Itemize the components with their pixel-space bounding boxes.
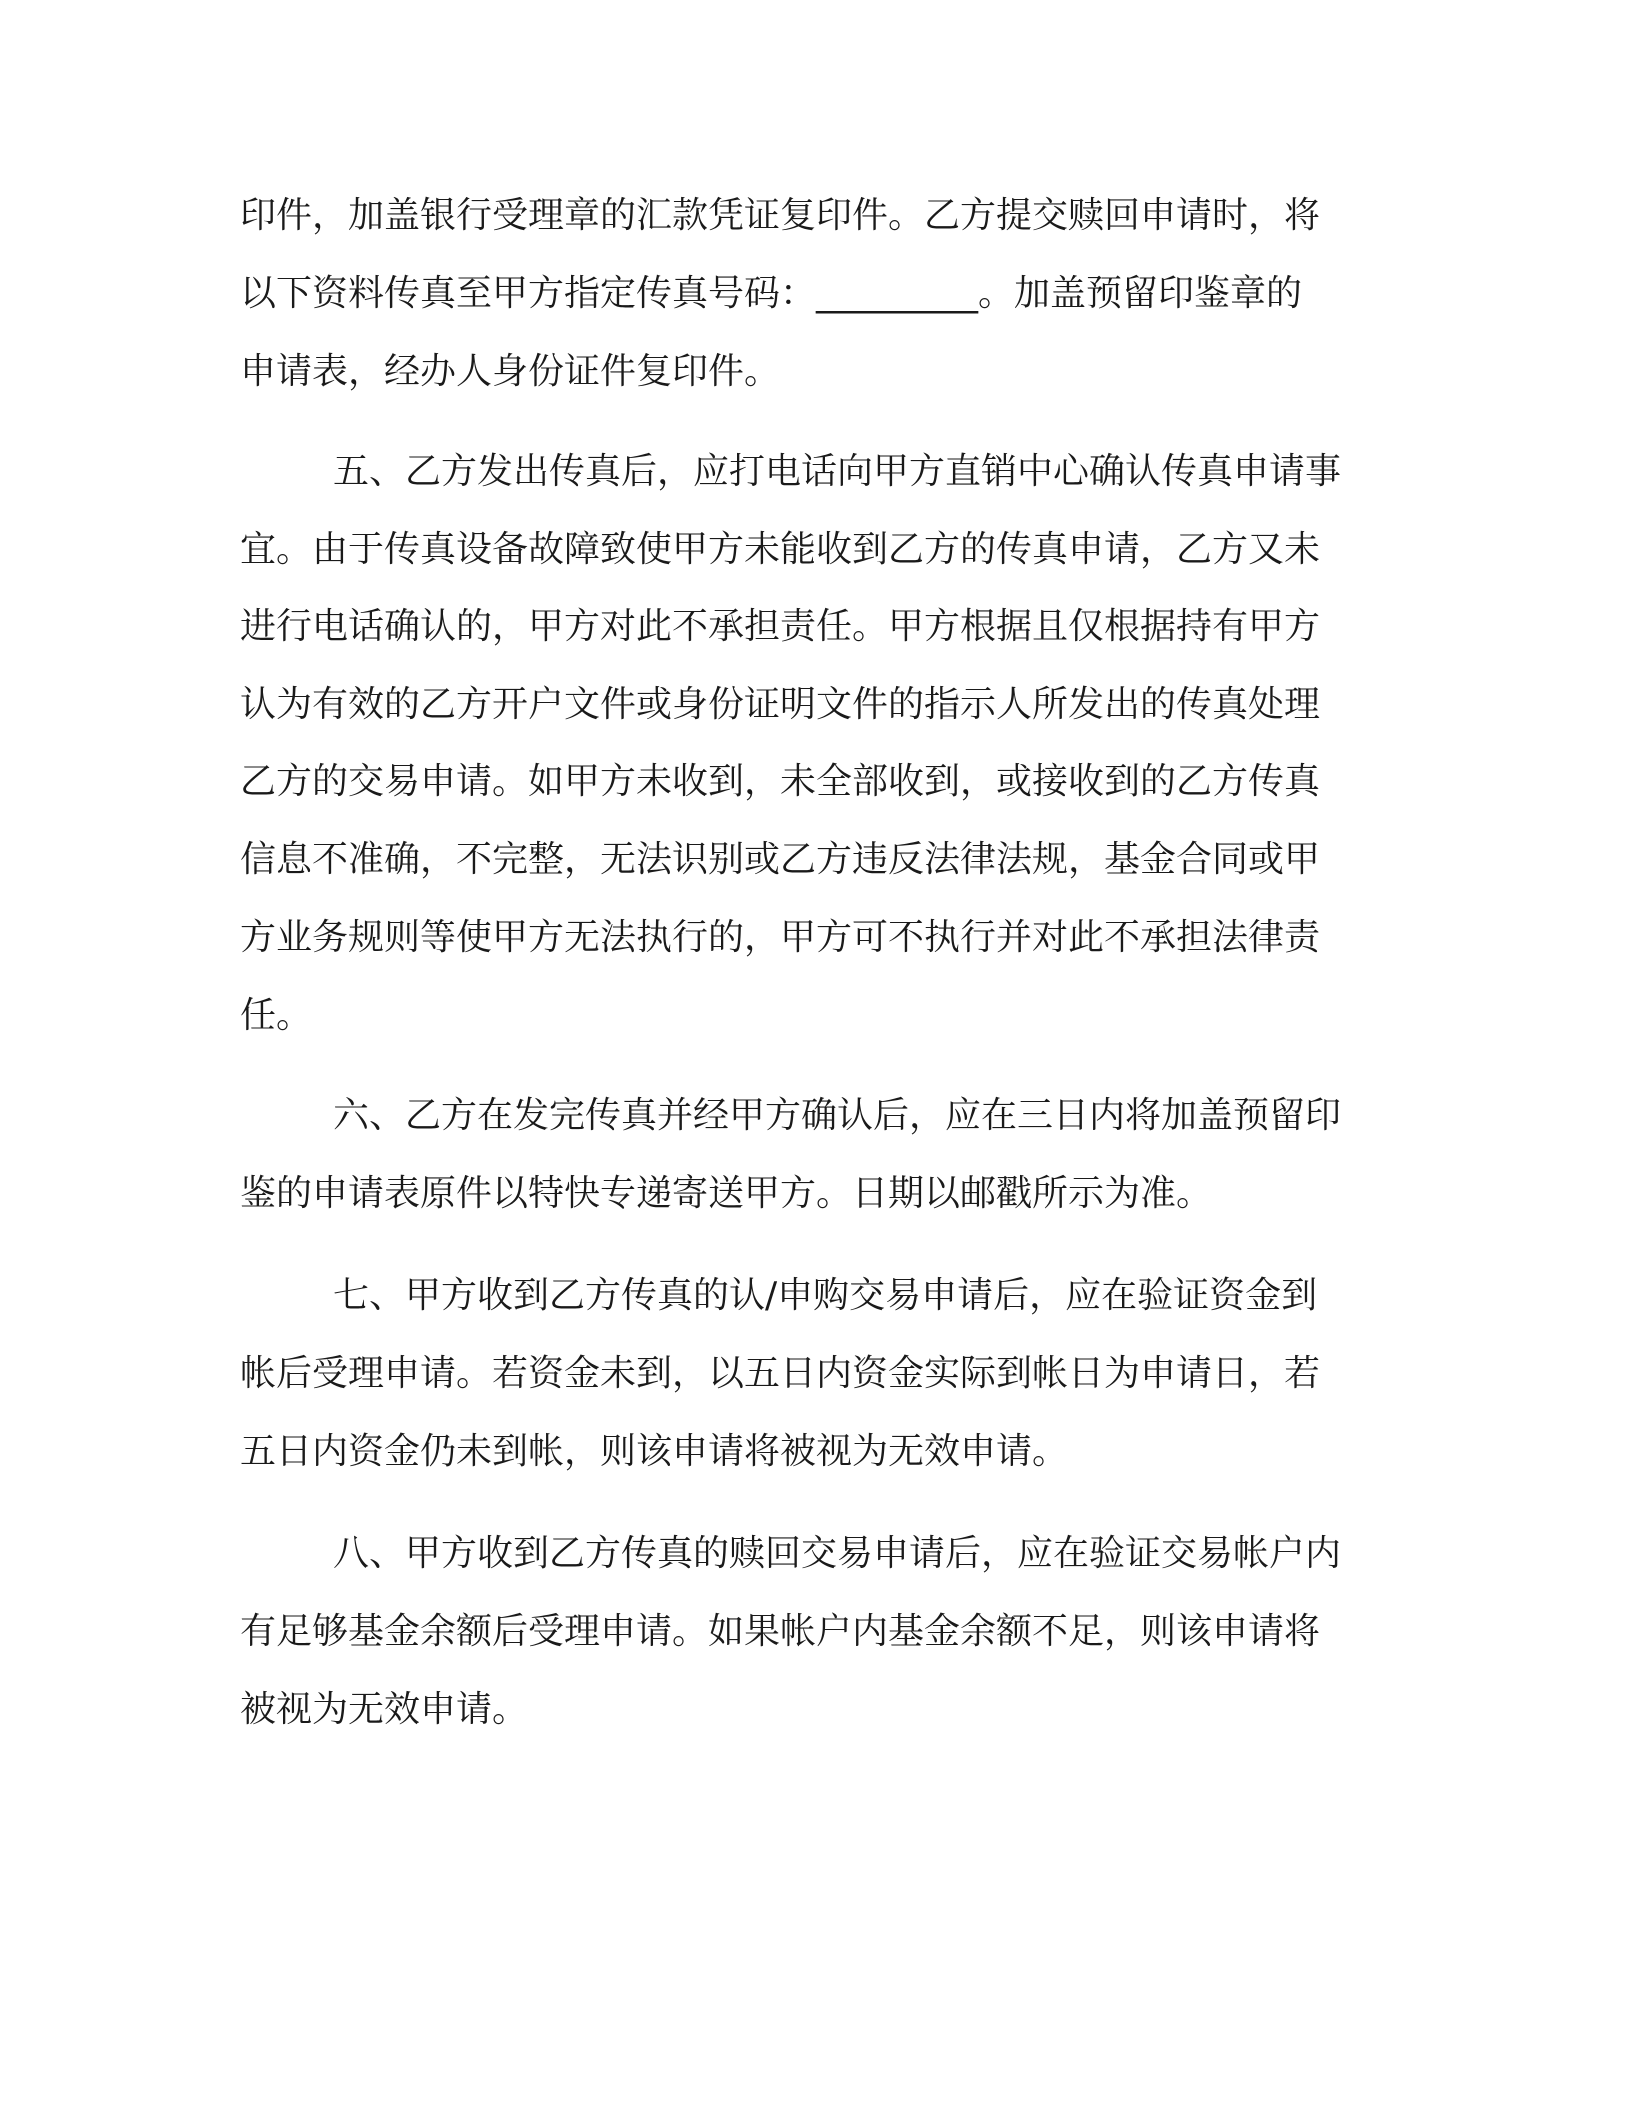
paragraph-line: 被视为无效申请。: [240, 1689, 529, 1730]
paragraph-line: 印件，加盖银行受理章的汇款凭证复印件。乙方提交赎回申请时，将: [240, 195, 1321, 236]
paragraph-line: 申请表，经办人身份证件复印件。: [240, 351, 781, 392]
paragraph-line: 有足够基金余额后受理申请。如果帐户内基金余额不足，则该申请将: [240, 1611, 1321, 1652]
paragraph-line: 宜。由于传真设备故障致使甲方未能收到乙方的传真申请，乙方又未: [240, 529, 1321, 570]
paragraph-line: 六、乙方在发完传真并经甲方确认后，应在三日内将加盖预留印: [333, 1095, 1342, 1136]
paragraph-line: 八、甲方收到乙方传真的赎回交易申请后，应在验证交易帐户内: [333, 1533, 1342, 1574]
paragraph-line: 帐后受理申请。若资金未到，以五日内资金实际到帐日为申请日，若: [240, 1353, 1321, 1394]
paragraph-line: 任。: [240, 995, 313, 1036]
paragraph-line: 七、甲方收到乙方传真的认/申购交易申请后，应在验证资金到: [333, 1275, 1318, 1316]
paragraph-line: 五日内资金仍未到帐，则该申请将被视为无效申请。: [240, 1431, 1069, 1472]
paragraph-line: 进行电话确认的，甲方对此不承担责任。甲方根据且仅根据持有甲方: [240, 606, 1321, 647]
paragraph-line: 信息不准确，不完整，无法识别或乙方违反法律法规，基金合同或甲: [240, 839, 1321, 880]
paragraph-line: 认为有效的乙方开户文件或身份证明文件的指示人所发出的传真处理: [240, 684, 1321, 725]
paragraph-line: 方业务规则等使甲方无法执行的，甲方可不执行并对此不承担法律责: [240, 917, 1321, 958]
paragraph-line: 乙方的交易申请。如甲方未收到，未全部收到，或接收到的乙方传真: [240, 761, 1321, 802]
paragraph-line: 以下资料传真至甲方指定传真号码：_________。加盖预留印鉴章的: [240, 273, 1303, 314]
paragraph-line: 鉴的申请表原件以特快专递寄送甲方。日期以邮戳所示为准。: [240, 1173, 1213, 1214]
paragraph-line: 五、乙方发出传真后，应打电话向甲方直销中心确认传真申请事: [333, 451, 1342, 492]
